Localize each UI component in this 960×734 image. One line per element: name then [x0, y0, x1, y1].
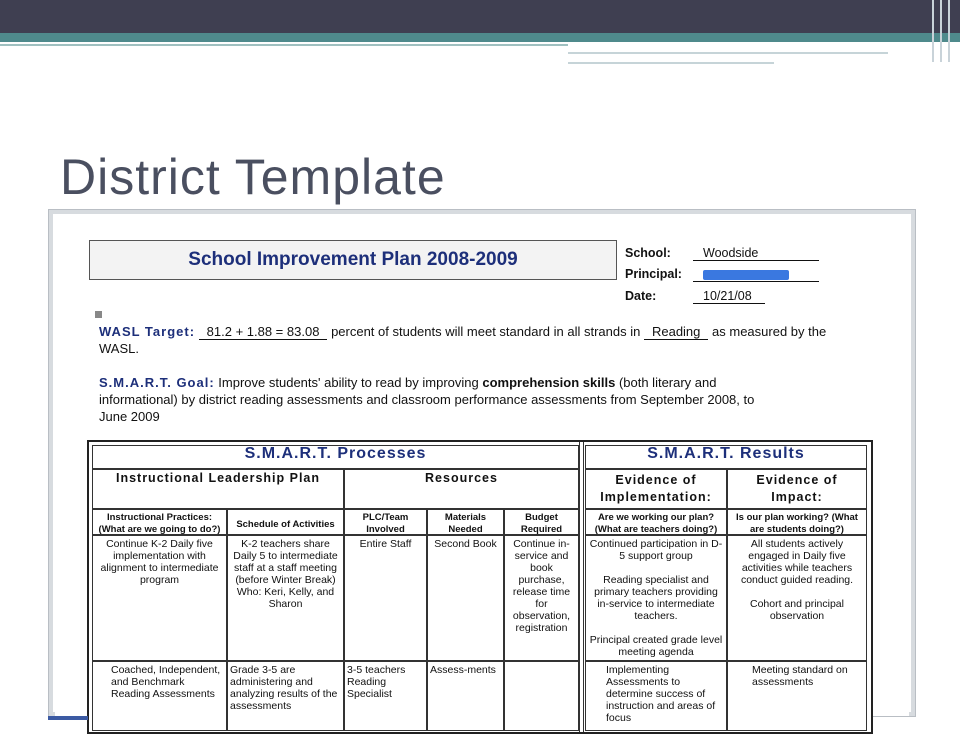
r2-impact: Meeting standard on assessments — [727, 661, 867, 731]
smart-goal-text: Improve students' ability to read by improving — [218, 375, 479, 390]
smart-goal-label: S.M.A.R.T. Goal: — [99, 375, 215, 390]
results-header: S.M.A.R.T. Results — [585, 445, 867, 469]
smart-goal-text-2: (both literary and — [618, 375, 717, 390]
plan-title-box — [89, 240, 617, 280]
principal-value — [693, 267, 819, 282]
r1-materials: Second Book — [427, 535, 504, 661]
accent-line — [568, 52, 888, 54]
r1-impl-b: Reading specialist and primary teachers providing in-service to intermediate teachers. — [594, 574, 718, 622]
evidence-impact-header: Evidence of Impact: — [727, 469, 867, 509]
col-working: Are we working our plan? (What are teachers doing?) — [585, 509, 727, 535]
wasl-text: percent of students will meet standard in all strands in — [331, 324, 641, 339]
redacted-name — [703, 270, 789, 280]
wasl-target-paragraph — [99, 323, 899, 357]
accent-vline — [932, 0, 934, 62]
wasl-text-3: WASL. — [99, 341, 139, 356]
wasl-label: WASL Target: — [99, 324, 196, 339]
accent-vline — [948, 0, 950, 62]
ilp-header: Instructional Leadership Plan — [92, 469, 344, 509]
r2-practice: Coached, Independent, and Benchmark Reading Assessments — [92, 661, 227, 731]
r1-impact — [727, 535, 867, 661]
smart-goal-bold: comprehension skills — [482, 375, 616, 390]
resources-header: Resources — [344, 469, 579, 509]
r1-impl-a: Continued participation in D-5 support group — [589, 538, 723, 562]
wasl-text-2: as measured by the — [712, 324, 827, 339]
accent-bar — [0, 33, 960, 42]
r2-budget — [504, 661, 579, 731]
col-budget: Budget Required — [504, 509, 579, 535]
col-schedule: Schedule of Activities — [227, 509, 344, 535]
r1-impl-c: Principal created grade level meeting agenda — [589, 634, 723, 658]
table-divider — [579, 442, 584, 732]
accent-line — [568, 62, 774, 64]
r1-impact-a: All students actively engaged in Daily five activities while teachers conduct guided reading. — [740, 538, 854, 586]
bullet-marker — [95, 311, 102, 318]
slide-title: District Template — [60, 149, 446, 205]
date-label: Date: — [625, 289, 657, 303]
document-image — [48, 209, 916, 724]
r1-implementation — [585, 535, 727, 661]
smart-goal-paragraph — [99, 374, 899, 425]
school-value: Woodside — [693, 246, 819, 261]
top-bar — [0, 0, 960, 33]
processes-header: S.M.A.R.T. Processes — [92, 445, 579, 469]
smart-goal-line-2: informational) by district reading assessments and classroom performance assessments from September 2008, to — [99, 392, 755, 407]
plan-table — [87, 440, 873, 734]
col-materials: Materials Needed — [427, 509, 504, 535]
bottom-accent — [48, 716, 88, 720]
r1-budget: Continue in-service and book purchase, release time for observation, registration — [504, 535, 579, 661]
r2-implementation: Implementing Assessments to determine success of instruction and areas of focus — [585, 661, 727, 731]
col-practices: Instructional Practices: (What are we going to do?) — [92, 509, 227, 535]
evidence-implementation-header: Evidence of Implementation: — [585, 469, 727, 509]
school-label: School: — [625, 246, 671, 260]
r1-schedule: K-2 teachers share Daily 5 to intermediate staff at a staff meeting (before Winter Break) Who: Keri, Kelly, and Sharon — [227, 535, 344, 661]
accent-line — [0, 44, 568, 46]
r2-schedule: Grade 3-5 are administering and analyzing results of the assessments — [227, 661, 344, 731]
accent-vline — [940, 0, 942, 62]
smart-goal-line-3: June 2009 — [99, 409, 160, 424]
r1-plc: Entire Staff — [344, 535, 427, 661]
principal-label: Principal: — [625, 267, 682, 281]
plan-title: School Improvement Plan 2008-2009 — [188, 249, 518, 270]
col-plan-working: Is our plan working? (What are students doing?) — [727, 509, 867, 535]
wasl-value: 81.2 + 1.88 = 83.08 — [199, 324, 328, 340]
wasl-subject: Reading — [644, 324, 708, 340]
col-plc: PLC/Team Involved — [344, 509, 427, 535]
date-value: 10/21/08 — [693, 289, 765, 304]
r2-materials: Assess-ments — [427, 661, 504, 731]
r1-impact-b: Cohort and principal observation — [750, 598, 844, 622]
r2-plc: 3-5 teachers Reading Specialist — [344, 661, 427, 731]
r1-practice: Continue K-2 Daily five implementation with alignment to intermediate program — [92, 535, 227, 661]
